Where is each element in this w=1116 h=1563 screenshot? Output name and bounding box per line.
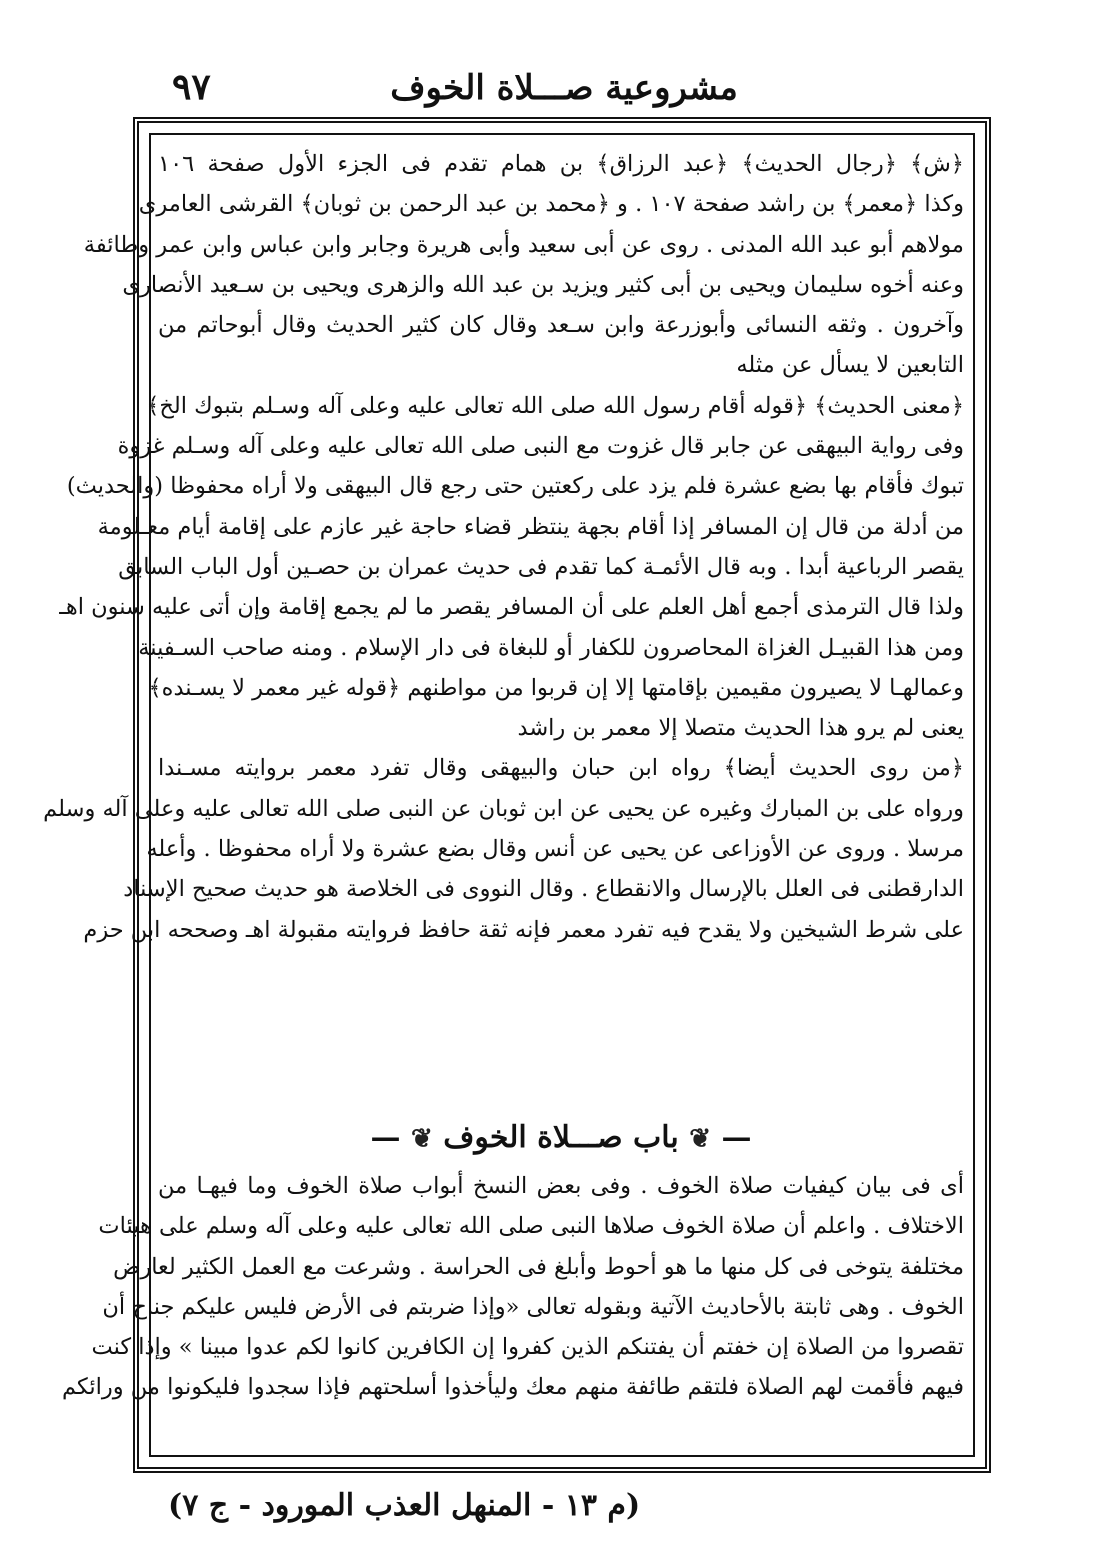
text-line: ﴿ش﴾ ﴿رجال الحديث﴾ ﴿عبد الرزاق﴾ بن همام تقدم فى الجزء الأول صفحة ١٠٦ [158, 151, 964, 177]
text-line: وكذا ﴿معمر﴾ بن راشد صفحة ١٠٧ . و ﴿محمد بن عبد الرحمن بن ثوبان﴾ القرشى العامرى [138, 191, 964, 218]
text-line: مولاهم أبو عبد الله المدنى . روى عن أبى سعيد وأبى هريرة وجابر وابن عباس وابن عمر وطائفة [83, 231, 964, 258]
section-heading [158, 1120, 964, 1164]
running-title: مشروعية صـــلاة الخوف [390, 68, 738, 108]
floral-ornament-icon: ❦ [410, 1124, 433, 1154]
text-line: على شرط الشيخين ولا يقدح فيه تفرد معمر فإنه ثقة حافظ فروايته مقبولة اهـ وصححه ابن حزم [83, 916, 964, 943]
text-line: مختلفة يتوخى فى كل منها ما هو أحوط وأبلغ فى الحراسة . وشرعت مع العمل الكثير لعارض [113, 1253, 964, 1280]
page-header [148, 62, 980, 118]
text-line: ولذا قال الترمذى أجمع أهل العلم على أن المسافر يقصر ما لم يجمع إقامة وإن أتى عليه سنون اهـ [59, 594, 964, 621]
text-line: يعنى لم يرو هذا الحديث متصلا إلا معمر بن راشد [517, 715, 964, 742]
text-line: وعمالهـا لا يصيرون مقيمين بإقامتها إلا إن قربوا من مواطنهم ﴿قوله غير معمر لا يسـنده﴾ [148, 674, 964, 701]
text-line: ﴿من روى الحديث أيضا﴾ رواه ابن حبان والبيهقى وقال تفرد معمر بروايته مسـندا [158, 755, 964, 782]
page-number: ٩٧ [172, 66, 211, 108]
text-line: مرسلا . وروى عن الأوزاعى عن يحيى عن أنس وقال بضع عشرة ولا أراه محفوظا . وأعله [146, 836, 964, 863]
divider-rule: — [370, 1120, 401, 1155]
text-line: الخوف . وهى ثابتة بالأحاديث الآتية وبقوله تعالى «وإذا ضربتم فى الأرض فليس عليكم جناح أن [102, 1293, 964, 1320]
paragraph-narrations [43, 748, 964, 949]
text-body-section [62, 1166, 964, 1408]
text-line: من أدلة من قال إن المسافر إذا أقام بجهة ينتظر قضاء حاجة غير عازم على إقامة أيام معـلومة [97, 513, 964, 540]
floral-ornament-icon: ❦ [689, 1124, 712, 1154]
paragraph-narrators [83, 144, 964, 386]
text-line: وعنه أخوه سليمان ويحيى بن أبى كثير ويزيد بن عبد الله والزهرى ويحيى بن سـعيد الأنصارى [122, 271, 964, 298]
text-line: فيهم فأقمت لهم الصلاة فلتقم طائفة منهم معك وليأخذوا أسلحتهم فإذا سجدوا فليكونوا من ورائكم [62, 1374, 964, 1401]
text-line: الدارقطنى فى العلل بالإرسال والانقطاع . وقال النووى فى الخلاصة هو حديث صحيح الإسناد [123, 876, 964, 903]
text-body [43, 144, 964, 950]
text-line: تقصروا من الصلاة إن خفتم أن يفتنكم الذين كفروا إن الكافرين كانوا لكم عدوا مبينا » وإذا كنت [91, 1334, 964, 1361]
text-line: أى فى بيان كيفيات صلاة الخوف . وفى بعض النسخ أبواب صلاة الخوف وما فيهـا من [158, 1173, 964, 1199]
paragraph-meaning [59, 386, 964, 749]
text-line: يقصر الرباعية أبدا . وبه قال الأئمـة كما تقدم فى حديث عمران بن حصـين أول الباب السابق [118, 553, 964, 580]
divider-rule: — [721, 1120, 752, 1155]
text-line: ﴿معنى الحديث﴾ ﴿قوله أقام رسول الله صلى الله تعالى عليه وعلى آله وسـلم بتبوك الخ﴾ [146, 392, 964, 419]
text-line: التابعين لا يسأل عن مثله [736, 352, 964, 379]
text-line: ورواه على بن المبارك وغيره عن يحيى عن ابن ثوبان عن النبى صلى الله تعالى عليه وعلى آله وسلم [43, 795, 964, 822]
page-footer-signature: (م ١٣ - المنهل العذب المورود - ج ٧) [168, 1488, 641, 1523]
text-line: ومن هذا القبيـل الغزاة المحاصرون للكفار أو للبغاة فى دار الإسلام . ومنه صاحب السـفينة [138, 634, 964, 661]
text-line: تبوك فأقام بها بضع عشرة فلم يزد على ركعتين حتى رجع قال البيهقى ولا أراه محفوظا (والحديث) [66, 473, 964, 500]
text-line: وفى رواية البيهقى عن جابر قال غزوت مع النبى صلى الله تعالى عليه وعلى آله وسـلم غزوة [117, 433, 964, 460]
section-heading-text: باب صـــلاة الخوف [443, 1120, 679, 1155]
text-line: وآخرون . وثقه النسائى وأبوزرعة وابن سـعد وقال كان كثير الحديث وقال أبوحاتم من [158, 312, 964, 339]
text-line: الاختلاف . واعلم أن صلاة الخوف صلاها النبى صلى الله تعالى عليه وعلى آله وسلم على هيئات [98, 1213, 964, 1240]
